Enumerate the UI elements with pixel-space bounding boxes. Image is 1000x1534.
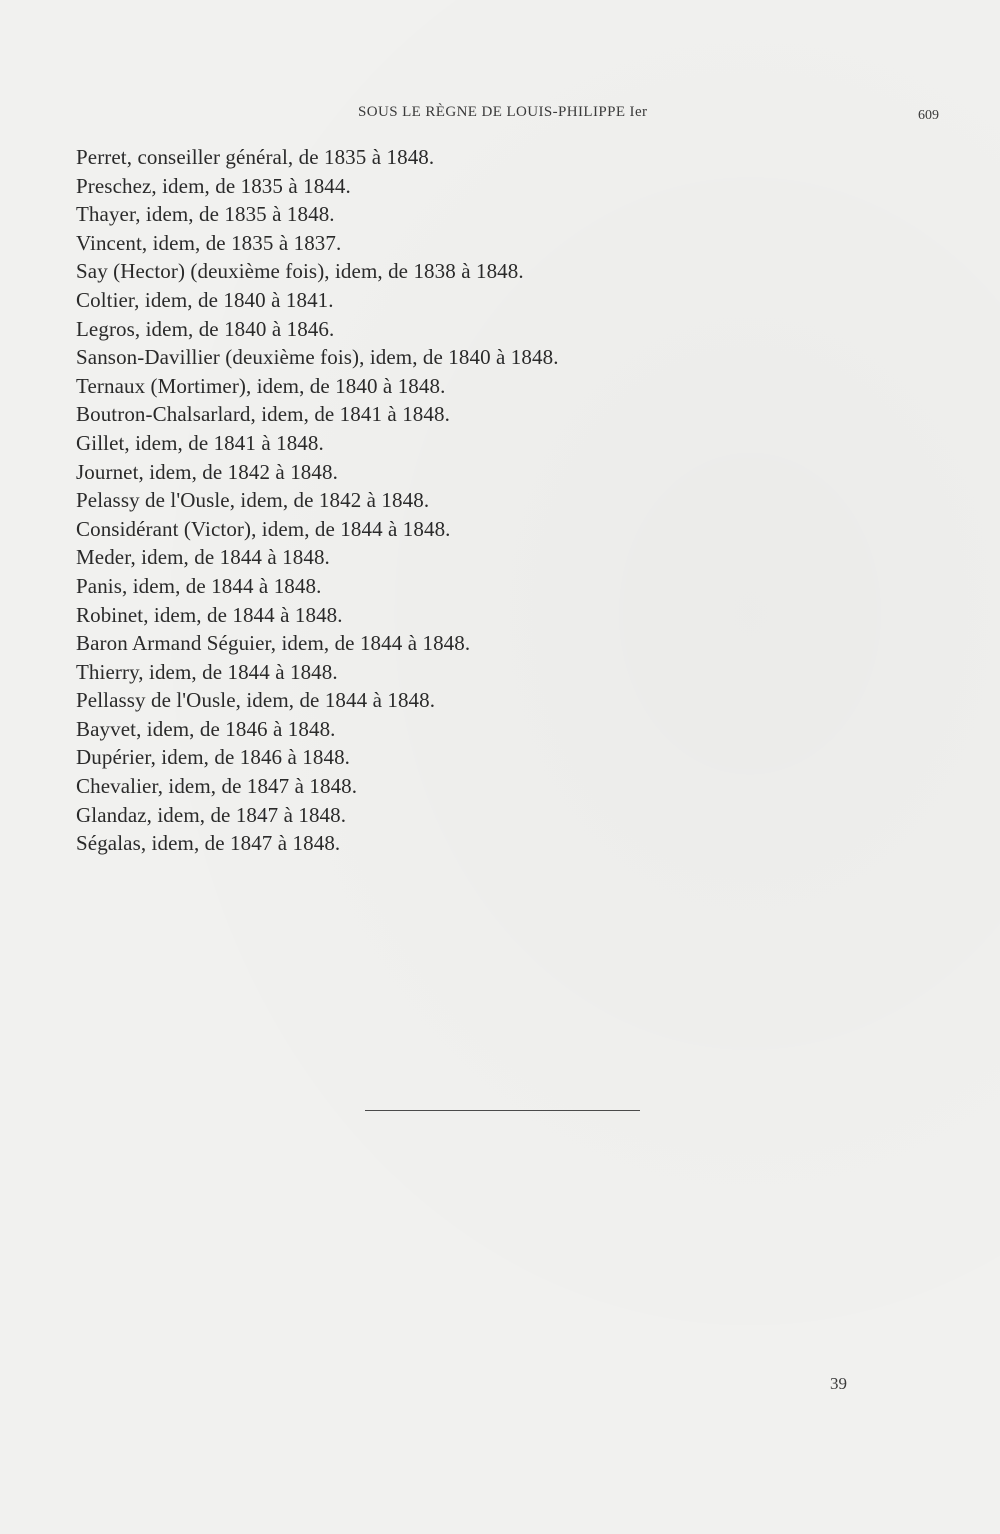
list-item: Ségalas, idem, de 1847 à 1848. [76,831,341,856]
list-item: Dupérier, idem, de 1846 à 1848. [76,745,351,770]
list-item: Journet, idem, de 1842 à 1848. [76,459,338,484]
list-item: Thayer, idem, de 1835 à 1848. [76,202,335,227]
list-item: Sanson-Davillier (deuxième fois), idem, de 1840 à 1848. [76,345,559,370]
list-item: Considérant (Victor), idem, de 1844 à 1848. [76,516,451,541]
list-item: Legros, idem, de 1840 à 1846. [76,316,335,341]
list-item: Bayvet, idem, de 1846 à 1848. [76,716,336,741]
running-header: SOUS LE RÈGNE DE LOUIS-PHILIPPE Ier [358,104,648,120]
list-item: Panis, idem, de 1844 à 1848. [76,573,322,598]
list-item: Robinet, idem, de 1844 à 1848. [76,602,343,627]
list-item: Boutron-Chalsarlard, idem, de 1841 à 1848. [76,402,450,427]
list-item: Meder, idem, de 1844 à 1848. [76,545,330,570]
signature-mark: 39 [830,1374,847,1393]
entry-list [76,143,776,858]
list-item: Coltier, idem, de 1840 à 1841. [76,287,334,312]
list-item: Gillet, idem, de 1841 à 1848. [76,430,324,455]
list-item: Vincent, idem, de 1835 à 1837. [76,230,342,255]
list-item: Perret, conseiller général, de 1835 à 1848. [76,145,435,169]
list-item: Chevalier, idem, de 1847 à 1848. [76,774,358,799]
list-item: Glandaz, idem, de 1847 à 1848. [76,802,347,827]
list-item: Pelassy de l'Ousle, idem, de 1842 à 1848. [76,488,430,513]
list-item: Pellassy de l'Ousle, idem, de 1844 à 1848. [76,688,436,713]
list-item: Baron Armand Séguier, idem, de 1844 à 1848. [76,631,471,656]
section-divider [365,1110,640,1111]
list-item: Thierry, idem, de 1844 à 1848. [76,659,338,684]
list-item: Say (Hector) (deuxième fois), idem, de 1838 à 1848. [76,259,524,284]
page-number: 609 [918,108,939,123]
list-item: Ternaux (Mortimer), idem, de 1840 à 1848. [76,373,446,398]
list-item: Preschez, idem, de 1835 à 1844. [76,173,351,198]
